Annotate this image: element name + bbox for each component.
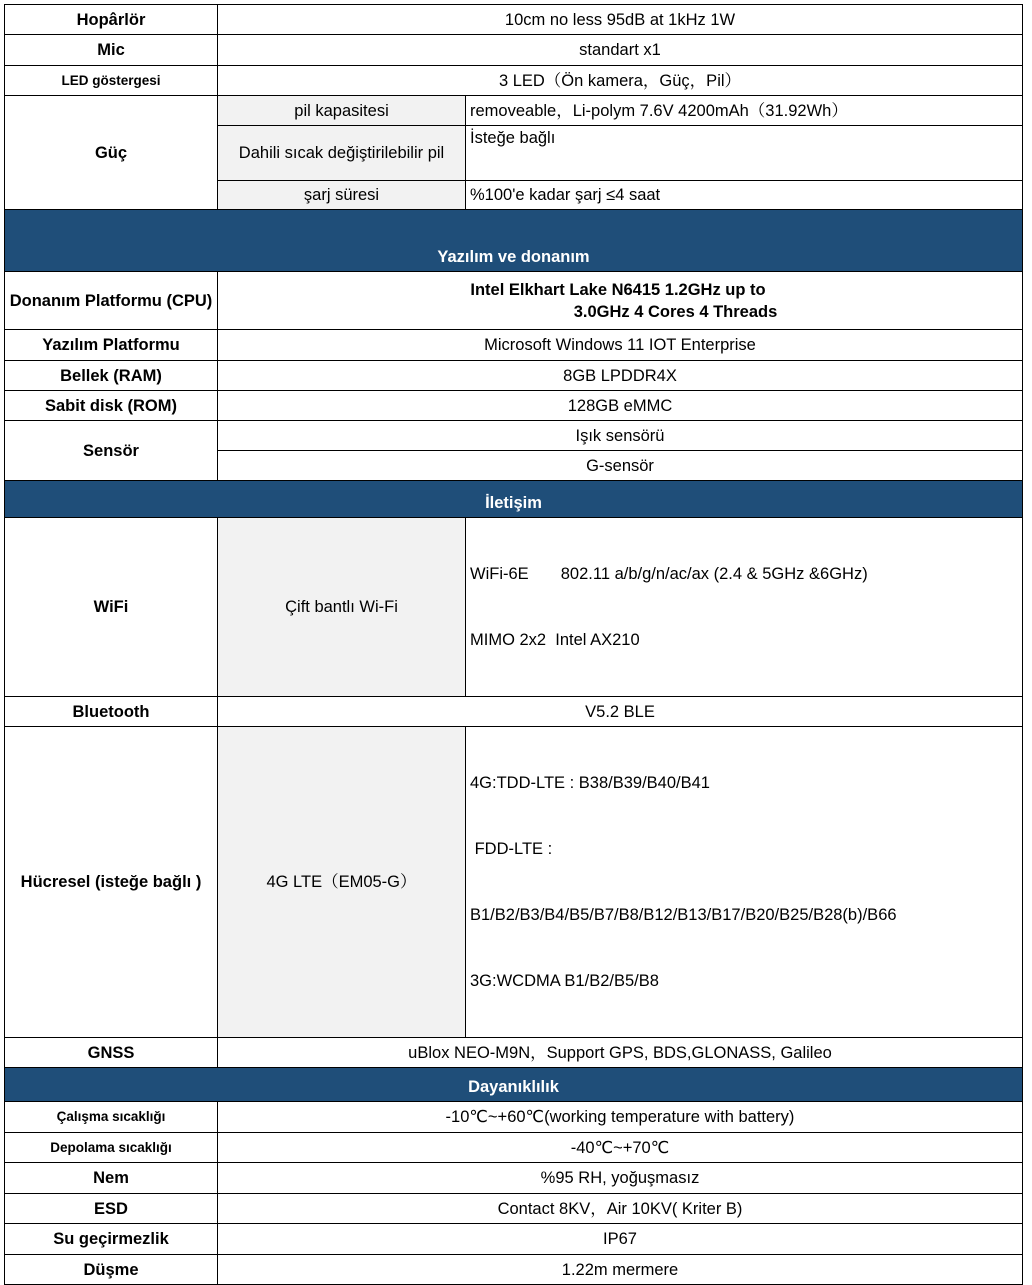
spec-value: standart x1 — [218, 35, 1023, 66]
spec-label: Çalışma sıcaklığı — [5, 1102, 218, 1133]
spec-value: İsteğe bağlı — [466, 126, 1023, 181]
spec-value: %95 RH, yoğuşmasız — [218, 1163, 1023, 1194]
spec-value: 3 LED（Ön kamera，Güç，Pil） — [218, 66, 1023, 96]
spec-sublabel: 4G LTE（EM05-G） — [218, 727, 466, 1038]
spec-label: Sensör — [5, 421, 218, 481]
spec-value — [466, 518, 1023, 697]
spec-row-humidity — [5, 1163, 1023, 1194]
spec-row-gnss — [5, 1038, 1023, 1068]
spec-label: Yazılım Platformu — [5, 330, 218, 361]
spec-row-cpu — [5, 272, 1023, 330]
spec-value: removeable，Li-polym 7.6V 4200mAh（31.92Wh） — [466, 96, 1023, 126]
spec-row-rom — [5, 391, 1023, 421]
spec-row-waterproof — [5, 1224, 1023, 1255]
spec-row-led — [5, 66, 1023, 96]
spec-row-ram — [5, 361, 1023, 391]
section-title: İletişim — [5, 481, 1023, 518]
spec-value: Contact 8KV，Air 10KV( Kriter B) — [218, 1194, 1023, 1224]
spec-row-os — [5, 330, 1023, 361]
spec-value: V5.2 BLE — [218, 697, 1023, 727]
spec-value: uBlox NEO-M9N，Support GPS, BDS,GLONASS, Galileo — [218, 1038, 1023, 1068]
spec-sublabel: Çift bantlı Wi-Fi — [218, 518, 466, 697]
spec-label: Sabit disk (ROM) — [5, 391, 218, 421]
cpu-line: 3.0GHz 4 Cores 4 Threads — [573, 302, 778, 321]
spec-label: Bellek (RAM) — [5, 361, 218, 391]
spec-value: -10℃~+60℃(working temperature with battery) — [218, 1102, 1023, 1133]
spec-value: -40℃~+70℃ — [218, 1133, 1023, 1163]
spec-label: Nem — [5, 1163, 218, 1194]
cellular-line: FDD-LTE : — [470, 840, 553, 858]
spec-label: Hücresel (isteğe bağlı ) — [5, 727, 218, 1038]
spec-value — [466, 727, 1023, 1038]
spec-sublabel: pil kapasitesi — [218, 96, 466, 126]
spec-row-esd — [5, 1194, 1023, 1224]
spec-row-power — [5, 96, 1023, 126]
spec-label: Bluetooth — [5, 697, 218, 727]
spec-label: WiFi — [5, 518, 218, 697]
section-title: Dayanıklılık — [5, 1068, 1023, 1102]
section-header — [5, 210, 1023, 272]
spec-row-wifi — [5, 518, 1023, 697]
spec-label: Donanım Platformu (CPU) — [5, 272, 218, 330]
cellular-line: 3G:WCDMA B1/B2/B5/B8 — [470, 972, 659, 990]
spec-value: 10cm no less 95dB at 1kHz 1W — [218, 5, 1023, 35]
section-header — [5, 481, 1023, 518]
spec-value: IP67 — [218, 1224, 1023, 1255]
spec-value: G-sensör — [218, 451, 1023, 481]
spec-row-work-temp — [5, 1102, 1023, 1133]
spec-label: Depolama sıcaklığı — [5, 1133, 218, 1163]
spec-value: 8GB LPDDR4X — [218, 361, 1023, 391]
spec-row-sensor — [5, 421, 1023, 451]
section-title: Yazılım ve donanım — [5, 210, 1023, 272]
spec-label: GNSS — [5, 1038, 218, 1068]
spec-value: Işık sensörü — [218, 421, 1023, 451]
wifi-line: WiFi-6E 802.11 a/b/g/n/ac/ax (2.4 & 5GHz &6GHz) — [470, 565, 868, 583]
spec-label: ESD — [5, 1194, 218, 1224]
spec-label: Mic — [5, 35, 218, 66]
spec-label: LED göstergesi — [5, 66, 218, 96]
spec-value: 1.22m mermere — [218, 1255, 1023, 1285]
spec-value: %100'e kadar şarj ≤4 saat — [466, 181, 1023, 210]
section-header — [5, 1068, 1023, 1102]
cellular-line: 4G:TDD-LTE : B38/B39/B40/B41 — [470, 774, 710, 792]
spec-row-mic — [5, 35, 1023, 66]
spec-table — [4, 4, 1023, 1285]
spec-row-drop — [5, 1255, 1023, 1285]
spec-value — [218, 272, 1023, 330]
spec-label: Güç — [5, 96, 218, 210]
cellular-line: B1/B2/B3/B4/B5/B7/B8/B12/B13/B17/B20/B25/B28(b)/B66 — [470, 906, 897, 924]
spec-value: 128GB eMMC — [218, 391, 1023, 421]
spec-row-speaker — [5, 5, 1023, 35]
wifi-line: MIMO 2x2 Intel AX210 — [470, 631, 640, 649]
spec-label: Düşme — [5, 1255, 218, 1285]
spec-sublabel: şarj süresi — [218, 181, 466, 210]
spec-row-cellular — [5, 727, 1023, 1038]
spec-label: Hopârlör — [5, 5, 218, 35]
cpu-line: Intel Elkhart Lake N6415 1.2GHz up to — [470, 280, 766, 299]
spec-row-bluetooth — [5, 697, 1023, 727]
spec-row-store-temp — [5, 1133, 1023, 1163]
spec-label: Su geçirmezlik — [5, 1224, 218, 1255]
spec-value: Microsoft Windows 11 IOT Enterprise — [218, 330, 1023, 361]
spec-sublabel: Dahili sıcak değiştirilebilir pil — [218, 126, 466, 181]
